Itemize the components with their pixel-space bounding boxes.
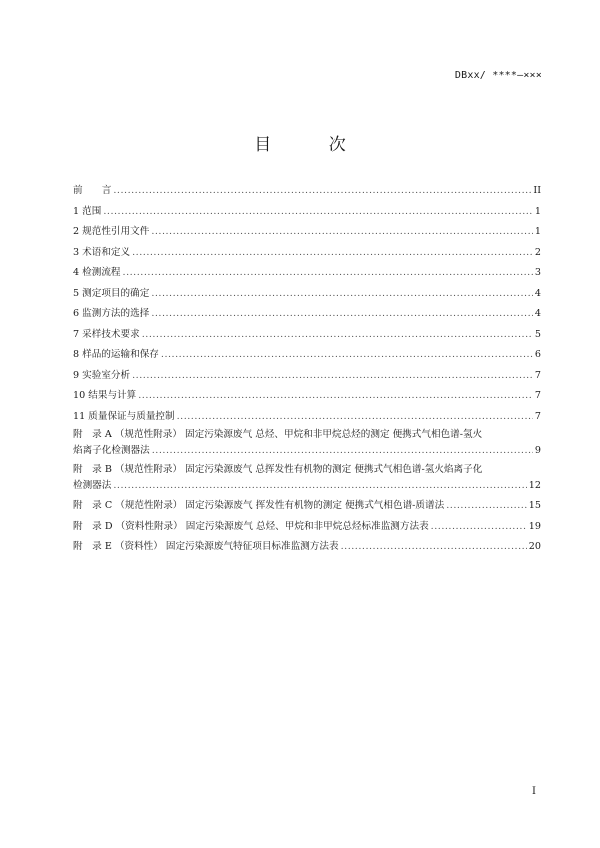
toc-entry-page: 9 <box>534 445 541 456</box>
toc-entry-8[interactable] <box>73 345 541 366</box>
toc-entry-label: 11 质量保证与质量控制 <box>73 410 175 422</box>
toc-entry-page: 1 <box>534 205 541 217</box>
toc-entry-label-continued: 焰离子化检测器法 <box>73 445 150 456</box>
toc-entry-label: 前 言 <box>73 185 112 196</box>
toc-entry-1[interactable] <box>73 202 541 223</box>
toc-entry-page: 7 <box>534 369 541 381</box>
toc-entry-label: 附 录 E （资料性） 固定污染源废气特征项目标准监测方法表 <box>73 541 339 552</box>
dot-leader <box>113 478 526 494</box>
dot-leader <box>151 304 533 325</box>
toc-entry-label-continued: 检测器法 <box>73 479 112 491</box>
dot-leader <box>161 345 533 366</box>
toc-entry-page: 15 <box>528 500 541 511</box>
dot-leader <box>123 263 533 284</box>
toc-entry-label: 附 录 B （规范性附录） 固定污染源废气 总挥发性有机物的测定 便携式气相色谱-氢火焰离子化 <box>73 463 483 475</box>
toc-entry-appendix-a[interactable] <box>73 427 541 459</box>
toc-entry-label: 3 术语和定义 <box>73 246 131 258</box>
toc-entry-page: II <box>533 185 541 196</box>
toc-entry-label: 5 测定项目的确定 <box>73 287 150 299</box>
toc-entry-5[interactable] <box>73 284 541 305</box>
toc-entry-page: 2 <box>534 246 541 258</box>
toc-entry-6[interactable] <box>73 304 541 325</box>
page-number: I <box>532 786 536 797</box>
toc-entry-page: 12 <box>528 479 541 491</box>
dot-leader <box>177 407 533 428</box>
dot-leader <box>138 386 533 407</box>
toc-entry-page: 6 <box>534 349 541 360</box>
toc-entry-label: 4 检测流程 <box>73 267 121 278</box>
toc-entry-9[interactable] <box>73 366 541 387</box>
dot-leader <box>341 537 527 558</box>
toc-entry-label: 1 范围 <box>73 205 102 217</box>
toc-entry-label: 9 实验室分析 <box>73 369 131 381</box>
dot-leader <box>151 284 533 305</box>
toc-entry-page: 4 <box>534 308 541 319</box>
toc-entry-page: 19 <box>528 520 541 532</box>
dot-leader <box>142 325 533 346</box>
dot-leader <box>431 517 527 538</box>
toc-entry-11[interactable] <box>73 407 541 428</box>
toc-entry-label: 附 录 C （规范性附录） 固定污染源废气 挥发性有机物的测定 便携式气相色谱-质谱法 <box>73 500 445 511</box>
toc-entry-page: 3 <box>534 267 541 278</box>
toc-entry-label: 附 录 A （规范性附录） 固定污染源废气 总烃、甲烷和非甲烷总烃的测定 便携式气相色谱-氢火 <box>73 429 483 440</box>
toc-entry-page: 1 <box>534 226 541 237</box>
toc-entry-appendix-b[interactable] <box>73 462 541 494</box>
dot-leader <box>113 181 531 202</box>
toc-entry-page: 20 <box>528 541 541 552</box>
toc-entry-3[interactable] <box>73 243 541 264</box>
dot-leader <box>446 496 527 517</box>
toc-entry-label: 7 采样技术要求 <box>73 328 140 340</box>
dot-leader <box>132 243 533 264</box>
toc-entry-page: 7 <box>534 390 541 401</box>
toc-entry-foreword[interactable] <box>73 181 541 202</box>
toc-entry-page: 4 <box>534 287 541 299</box>
dot-leader <box>151 222 533 243</box>
table-of-contents <box>73 181 541 558</box>
toc-entry-appendix-e[interactable] <box>73 537 541 558</box>
toc-entry-label: 10 结果与计算 <box>73 390 137 401</box>
toc-entry-label: 附 录 D （资料性附录） 固定污染源废气 总烃、甲烷和非甲烷总烃标准监测方法表 <box>73 520 429 532</box>
toc-entry-label: 8 样品的运输和保存 <box>73 349 159 360</box>
toc-entry-2[interactable] <box>73 222 541 243</box>
toc-entry-7[interactable] <box>73 325 541 346</box>
toc-entry-10[interactable] <box>73 386 541 407</box>
toc-entry-page: 7 <box>534 410 541 422</box>
toc-entry-page: 5 <box>534 328 541 340</box>
toc-entry-appendix-d[interactable] <box>73 517 541 538</box>
toc-entry-appendix-c[interactable] <box>73 496 541 517</box>
page-title: 目 次 <box>254 135 372 155</box>
dot-leader <box>152 443 533 459</box>
dot-leader <box>132 366 533 387</box>
toc-entry-label: 6 监测方法的选择 <box>73 308 150 319</box>
document-code: DBxx/ ****—××× <box>454 70 542 81</box>
toc-entry-4[interactable] <box>73 263 541 284</box>
dot-leader <box>103 202 533 223</box>
toc-entry-label: 2 规范性引用文件 <box>73 226 150 237</box>
